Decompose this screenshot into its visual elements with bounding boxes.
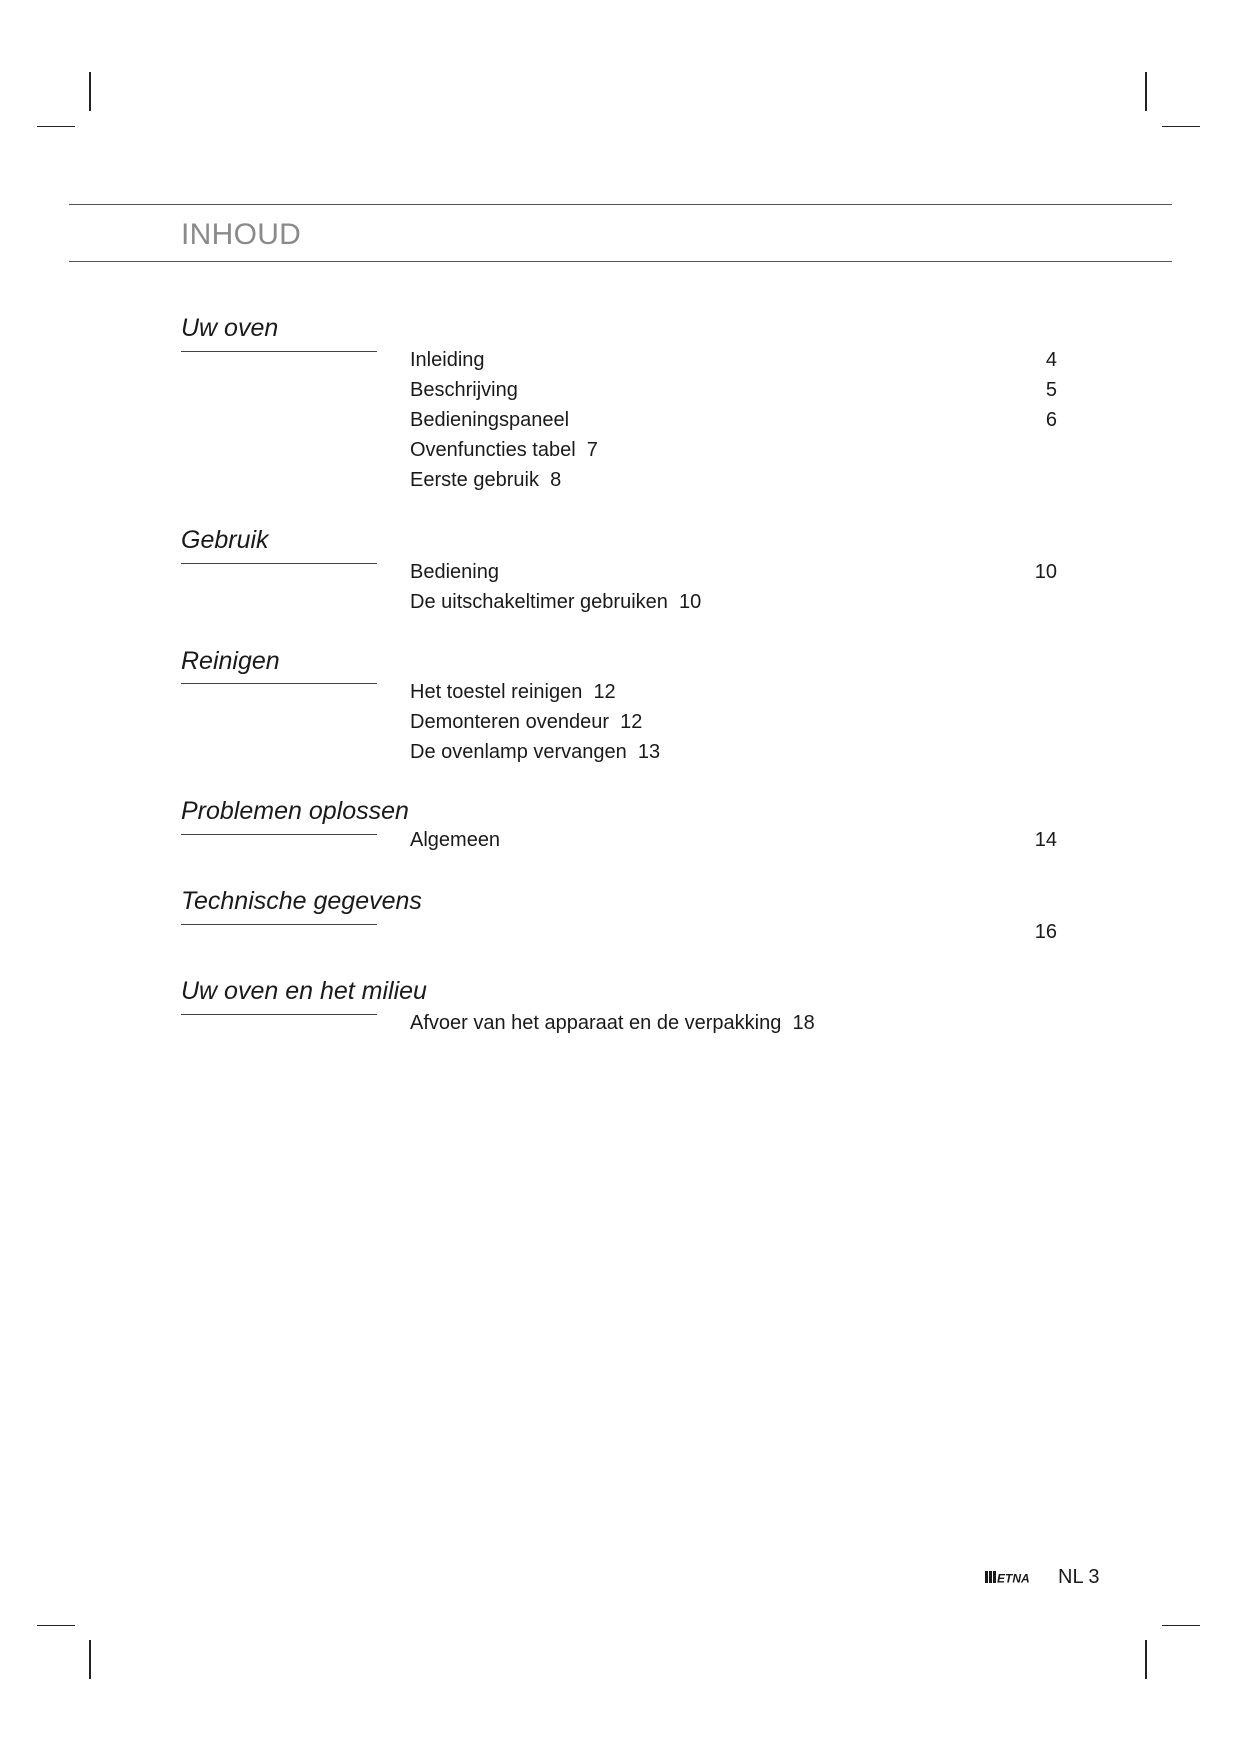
page-title: INHOUD [181, 218, 302, 251]
toc-entry[interactable]: Afvoer van het apparaat en de verpakking 18 [410, 1012, 815, 1034]
toc-entry[interactable]: Algemeen [410, 829, 501, 851]
toc-page-number: 5 [1045, 379, 1057, 401]
toc-entry[interactable]: Beschrijving [410, 379, 518, 401]
toc-page-number: 14 [1034, 829, 1057, 851]
crop-mark [1162, 1625, 1200, 1626]
header-rule-top [69, 204, 1172, 205]
toc-entry[interactable]: De ovenlamp vervangen 13 [410, 741, 661, 763]
page-number-label: NL 3 [1058, 1566, 1100, 1588]
toc-entry[interactable]: Ovenfuncties tabel 7 [410, 439, 598, 461]
crop-mark [37, 1625, 75, 1626]
section-rule [181, 1014, 377, 1015]
crop-mark [89, 72, 91, 111]
toc-entry[interactable]: Bediening [410, 561, 499, 583]
section-heading-gebruik: Gebruik [181, 526, 269, 554]
toc-page-number: 4 [1045, 349, 1057, 371]
logo-text: ETNA [997, 1571, 1030, 1585]
section-heading-uw-oven: Uw oven [181, 314, 279, 342]
etna-logo-mark [985, 1569, 1031, 1585]
crop-mark [1162, 126, 1200, 127]
section-rule [181, 351, 377, 352]
toc-entry[interactable]: Bedieningspaneel [410, 409, 570, 431]
etna-logo [985, 1569, 1031, 1590]
toc-entry[interactable]: De uitschakeltimer gebruiken 10 [410, 591, 702, 613]
section-rule [181, 563, 377, 564]
crop-mark [1145, 72, 1147, 111]
toc-entry[interactable]: Het toestel reinigen 12 [410, 681, 616, 703]
toc-page-number: 16 [1034, 921, 1057, 943]
toc-page-number: 6 [1045, 409, 1057, 431]
section-heading-technische-gegevens: Technische gegevens [181, 887, 422, 915]
section-rule [181, 834, 377, 835]
toc-entry[interactable]: Demonteren ovendeur 12 [410, 711, 643, 733]
section-heading-problemen-oplossen: Problemen oplossen [181, 797, 409, 825]
toc-entry[interactable]: Eerste gebruik 8 [410, 469, 562, 491]
section-rule [181, 924, 377, 925]
section-rule [181, 683, 377, 684]
crop-mark [37, 126, 75, 127]
toc-entry[interactable]: Inleiding [410, 349, 485, 371]
section-heading-reinigen: Reinigen [181, 647, 280, 675]
crop-mark [89, 1640, 91, 1679]
toc-page-number: 10 [1034, 561, 1057, 583]
header-rule-bottom [69, 261, 1172, 262]
crop-mark [1145, 1640, 1147, 1679]
section-heading-uw-oven-en-het-milieu: Uw oven en het milieu [181, 977, 427, 1005]
